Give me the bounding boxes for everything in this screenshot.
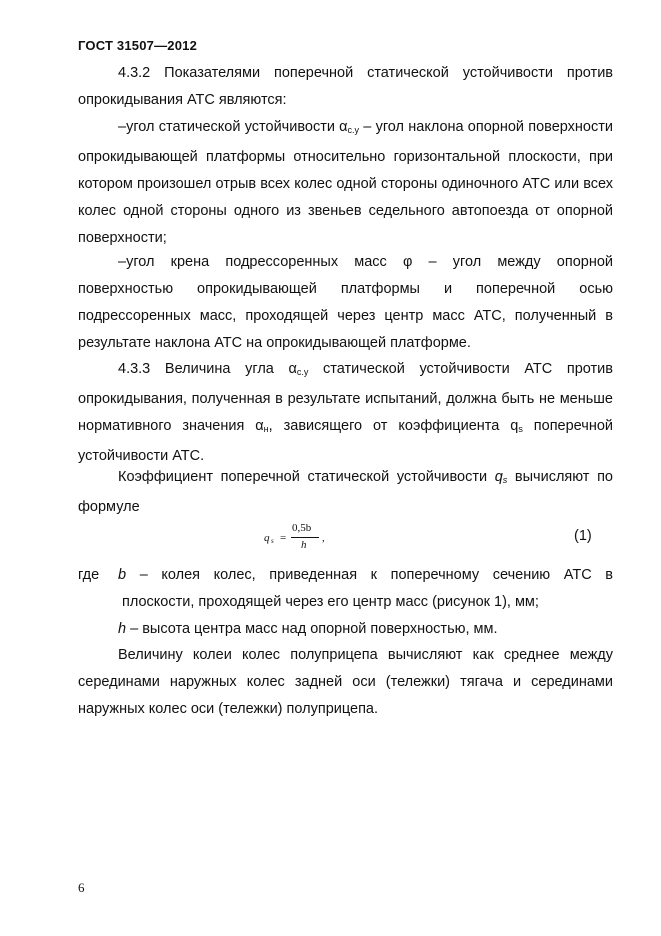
- paragraph-text-end: – угол наклона опорной поверхности опрокидывающей платформы относительно горизонтальной плоскости, при котором произошел отрыв всех колес одной стороны одиночного АТС или всех колес одной стороны одного из звеньев седельного автопоезда от опорной поверхности;: [78, 119, 613, 246]
- paragraph-text: 4.3.2 Показателями поперечной статической устойчивости против опрокидывания АТС являются:: [78, 65, 613, 108]
- paragraph-stability-angle: [78, 114, 613, 252]
- page-number: 6: [78, 880, 85, 895]
- q-subscript: s: [502, 475, 508, 485]
- definition-b-text: – колея колес, приведенная к поперечному сечению АТС в: [126, 567, 613, 583]
- definition-h-text: – высота центра масс над опорной поверхностью, мм.: [126, 621, 498, 637]
- paragraph-text-mid: статической устойчивости АТС против опрокидывания, полученная в результате испытаний, должна быть не меньше нормативного значения α: [78, 361, 613, 434]
- formula-equals: =: [280, 532, 287, 544]
- q-subscript: s: [518, 424, 523, 434]
- document-header: ГОСТ 31507—2012: [78, 38, 197, 53]
- formula-numerator: 0,5b: [292, 522, 312, 534]
- definition-b-line2: плоскости, проходящей через его центр масс (рисунок 1), мм;: [122, 594, 539, 610]
- definition-b-line1: [118, 562, 613, 589]
- paragraph-track-width: [78, 642, 613, 723]
- formula-lhs-subscript: s: [271, 537, 274, 545]
- alpha-n-subscript: н: [263, 424, 269, 434]
- paragraph-text-end: поперечной устойчивости АТС.: [78, 418, 613, 464]
- formula-lhs: q: [264, 532, 270, 544]
- paragraph-text-start: –угол статической устойчивости α: [118, 119, 348, 135]
- paragraph-text-end: вычисляют по формуле: [78, 469, 613, 515]
- formula-number: (1): [574, 528, 592, 544]
- paragraph-text-start: Коэффициент поперечной статической устойчивости: [118, 469, 495, 485]
- definition-h: [118, 616, 613, 643]
- q-variable: q: [494, 469, 503, 485]
- paragraph-4-3-3: [78, 356, 613, 470]
- paragraph-text-start: 4.3.3 Величина угла α: [118, 361, 297, 377]
- alpha-subscript: с.у: [296, 367, 309, 377]
- fraction-bar: [291, 537, 319, 538]
- formula-1: [264, 518, 344, 558]
- b-variable: b: [118, 567, 127, 583]
- paragraph-4-3-2: [78, 60, 613, 114]
- where-definitions: [118, 562, 613, 643]
- where-label: где: [78, 567, 100, 583]
- formula-comma: ,: [322, 532, 325, 544]
- paragraph-text: Величину колеи колес полуприцепа вычисляют как среднее между серединами наружных колес задней оси (тележки) тягача и серединами наружных колес оси (тележки) полуприцепа.: [78, 647, 613, 717]
- h-variable: h: [118, 621, 127, 637]
- formula-denominator: h: [301, 539, 307, 551]
- paragraph-coefficient: [78, 464, 613, 521]
- paragraph-roll-angle: [78, 249, 613, 357]
- paragraph-text: –угол крена подрессоренных масс φ – угол между опорной поверхностью опрокидывающей платформы и поперечной осью подрессоренных масс, проходящей через центр масс АТС, полученный в результате наклона АТС на опрокидывающей платформе.: [78, 254, 613, 351]
- alpha-subscript: с.у: [347, 125, 360, 135]
- paragraph-text-mid2: , зависящего от коэффициента q: [268, 418, 519, 434]
